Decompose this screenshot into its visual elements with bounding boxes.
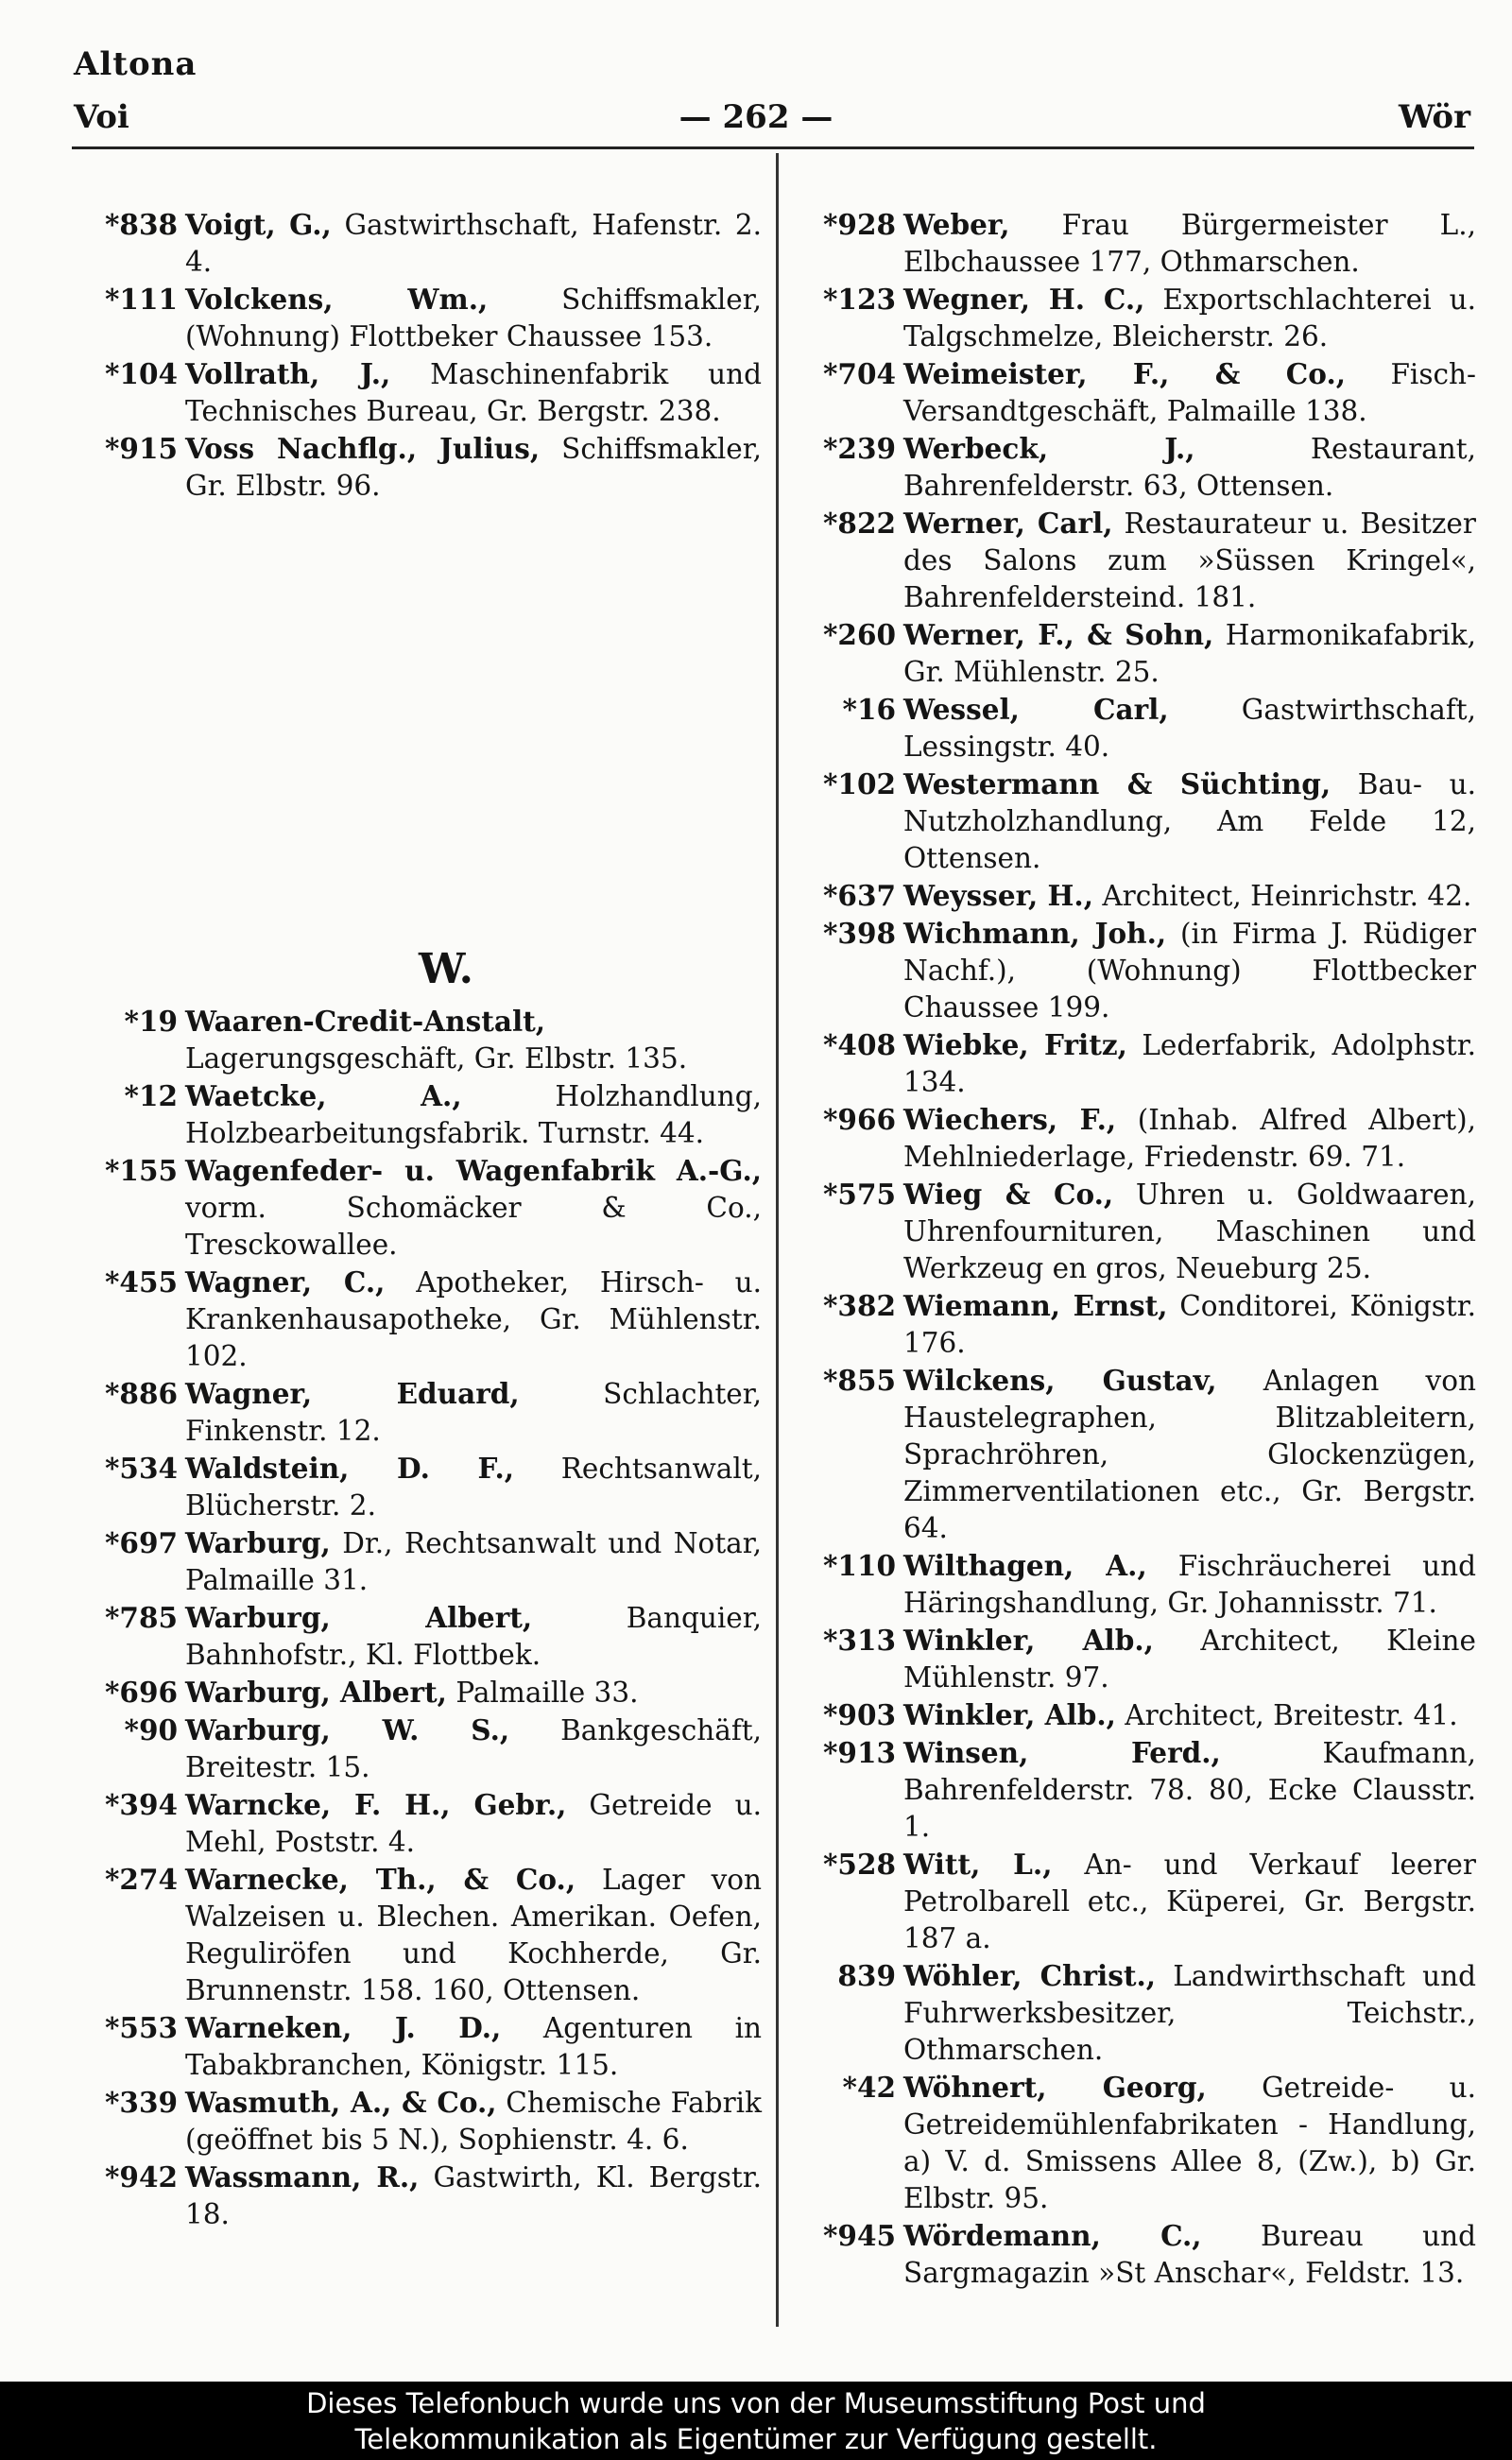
- entry-name: Westermann & Süchting,: [903, 767, 1332, 800]
- entry-text: [185, 1861, 762, 2009]
- entry-details: Fisch-Versandtgeschäft, Palmaille 138.: [903, 358, 1476, 427]
- blank-space: [74, 505, 762, 941]
- entry-name: Witt, L.,: [903, 1848, 1053, 1881]
- phone-number: 839: [837, 1959, 896, 1992]
- entry-text: [903, 281, 1476, 355]
- entry-details: An- und Verkauf leerer Petrolbarell etc., Küperei, Gr. Bergstr. 187 a.: [903, 1849, 1476, 1954]
- directory-entry: [792, 1696, 1476, 1734]
- directory-entry: [74, 355, 762, 430]
- directory-entry: [792, 2069, 1476, 2217]
- entry-name: Waetcke, A.,: [185, 1079, 462, 1112]
- entry-name: Vollrath, J.,: [185, 357, 391, 390]
- phone-number: *455: [104, 1265, 178, 1299]
- directory-entry: [74, 1524, 762, 1599]
- directory-entry: [74, 2159, 762, 2233]
- phone-number: *785: [104, 1601, 178, 1634]
- entry-text: [903, 1547, 1476, 1622]
- entry-text: [903, 1622, 1476, 1696]
- entry-text: [903, 430, 1476, 505]
- entry-details: Lager von Walzeisen u. Blechen. Amerikan. Oefen, Reguliröfen und Kochherde, Gr. Brunnenstr. 158. 160, Ottensen.: [185, 1864, 762, 2006]
- entry-text: [903, 355, 1476, 430]
- entry-details: Restaurant, Bahrenfelderstr. 63, Ottensen.: [903, 433, 1476, 502]
- entry-name: Weysser, H.,: [903, 879, 1093, 912]
- entry-details: Lagerungsgeschäft, Gr. Elbstr. 135.: [185, 1042, 688, 1075]
- entry-name: Wassmann, R.,: [185, 2160, 420, 2193]
- entry-details: Schlachter, Finkenstr. 12.: [185, 1378, 762, 1447]
- entry-name: Wilthagen, A.,: [903, 1549, 1147, 1582]
- entry-name: Warburg, Albert,: [185, 1601, 533, 1634]
- entry-details: Conditorei, Königstr. 176.: [903, 1290, 1476, 1359]
- entry-name: Winsen, Ferd.,: [903, 1736, 1221, 1769]
- directory-entry: [792, 691, 1476, 766]
- directory-entry: [74, 1264, 762, 1375]
- directory-entry: [792, 2217, 1476, 2292]
- phone-number: *942: [104, 2160, 178, 2193]
- left-column: [74, 206, 762, 2233]
- phone-number: *945: [822, 2219, 896, 2252]
- directory-entry: [792, 206, 1476, 281]
- entry-text: [185, 1077, 762, 1152]
- phone-number: *886: [104, 1377, 178, 1410]
- entry-details: Gastwirthschaft, Hafenstr. 2. 4.: [185, 209, 762, 278]
- entry-name: Warncke, F. H., Gebr.,: [185, 1788, 567, 1821]
- entry-details: Architect, Breitestr. 41.: [1115, 1699, 1458, 1731]
- entry-name: Wichmann, Joh.,: [903, 917, 1167, 950]
- footer-line-2: Telekommunikation als Eigentümer zur Verfügung gestellt.: [354, 2423, 1158, 2455]
- entry-name: Wiemann, Ernst,: [903, 1289, 1168, 1322]
- entry-name: Wasmuth, A., & Co.,: [185, 2086, 497, 2119]
- entry-text: [903, 1362, 1476, 1547]
- directory-entry: [74, 1861, 762, 2009]
- entry-name: Waldstein, D. F.,: [185, 1452, 514, 1485]
- entry-name: Warnecke, Th., & Co.,: [185, 1863, 576, 1896]
- phone-number: *928: [822, 208, 896, 241]
- left-column-w-entries: [74, 1003, 762, 2233]
- directory-entry: [74, 281, 762, 355]
- directory-entry: [74, 2009, 762, 2084]
- directory-entry: [792, 616, 1476, 691]
- entry-details: Frau Bürgermeister L., Elbchaussee 177, Othmarschen.: [903, 209, 1476, 278]
- entry-details: Palmaille 33.: [446, 1677, 639, 1709]
- entry-details: (Inhab. Alfred Albert), Mehlniederlage, Friedenstr. 69. 71.: [903, 1104, 1476, 1173]
- entry-details: Chemische Fabrik (geöffnet bis 5 N.), Sophienstr. 4. 6.: [185, 2087, 762, 2156]
- directory-entry: [74, 1712, 762, 1786]
- phone-number: *12: [124, 1079, 178, 1112]
- phone-number: *553: [104, 2011, 178, 2044]
- entry-details: Kaufmann, Bahrenfelderstr. 78. 80, Ecke Clausstr. 1.: [903, 1737, 1476, 1843]
- phone-number: *704: [822, 357, 896, 390]
- directory-entry: [74, 1003, 762, 1077]
- directory-entry: [74, 206, 762, 281]
- entry-text: [185, 1003, 762, 1077]
- entry-details: Bankgeschäft, Breitestr. 15.: [185, 1714, 762, 1783]
- entry-text: [185, 206, 762, 281]
- phone-number: *123: [822, 283, 896, 316]
- entry-details: Bau- u. Nutzholzhandlung, Am Felde 12, Ottensen.: [903, 768, 1476, 874]
- entry-text: [185, 1712, 762, 1786]
- directory-entry: [792, 281, 1476, 355]
- entry-name: Werner, Carl,: [903, 507, 1113, 540]
- directory-entry: [792, 1734, 1476, 1846]
- entry-details: (in Firma J. Rüdiger Nachf.), (Wohnung) Flottbecker Chaussee 199.: [903, 918, 1477, 1024]
- entry-name: Voigt, G.,: [185, 208, 332, 241]
- phone-number: *838: [104, 208, 178, 241]
- phone-number: *528: [822, 1848, 896, 1881]
- section-letter: W.: [419, 945, 473, 993]
- entry-name: Wiebke, Fritz,: [903, 1028, 1127, 1061]
- directory-entry: [74, 1786, 762, 1861]
- directory-entry: [792, 355, 1476, 430]
- directory-entry: [792, 1846, 1476, 1957]
- entry-text: [185, 2159, 762, 2233]
- directory-entry: [792, 430, 1476, 505]
- header-rule: [72, 146, 1474, 149]
- entry-name: Wieg & Co.,: [903, 1178, 1114, 1211]
- entry-details: Uhren u. Goldwaaren, Uhrenfournituren, Maschinen und Werkzeug en gros, Neueburg 25.: [903, 1178, 1476, 1284]
- phone-number: *102: [822, 767, 896, 800]
- entry-details: Architect, Kleine Mühlenstr. 97.: [903, 1625, 1476, 1694]
- directory-entry: [74, 2084, 762, 2159]
- entry-text: [903, 505, 1476, 616]
- entry-text: [185, 1152, 762, 1264]
- entry-text: [185, 1599, 762, 1674]
- entry-details: Gastwirth, Kl. Bergstr. 18.: [185, 2161, 762, 2230]
- directory-entry: [74, 1152, 762, 1264]
- entry-name: Warburg,: [185, 1526, 331, 1559]
- entry-name: Weimeister, F., & Co.,: [903, 357, 1346, 390]
- phone-number: *966: [822, 1103, 896, 1136]
- entry-name: Wilckens, Gustav,: [903, 1364, 1217, 1397]
- entry-text: [903, 915, 1476, 1026]
- phone-number: *398: [822, 917, 896, 950]
- directory-entry: [74, 1375, 762, 1450]
- directory-entry: [792, 915, 1476, 1026]
- directory-entry: [792, 1622, 1476, 1696]
- entry-details: Anlagen von Haustelegraphen, Blitzableitern, Sprachröhren, Glockenzügen, Zimmerventilationen etc., Gr. Bergstr. 64.: [903, 1365, 1476, 1544]
- footer-notice: [0, 2382, 1512, 2460]
- entry-name: Werbeck, J.,: [903, 432, 1195, 465]
- phone-number: *903: [822, 1698, 896, 1731]
- entry-details: Bureau und Sargmagazin »St Anschar«, Feldstr. 13.: [903, 2220, 1477, 2289]
- entry-details: Landwirthschaft und Fuhrwerksbesitzer, Teichstr., Othmarschen.: [903, 1960, 1476, 2066]
- entry-name: Winkler, Alb.,: [903, 1698, 1116, 1731]
- phone-number: *90: [124, 1713, 178, 1746]
- entry-text: [185, 355, 762, 430]
- place-heading: Altona: [74, 45, 198, 83]
- phone-number: *394: [104, 1788, 178, 1821]
- entry-text: [185, 281, 762, 355]
- phone-number: *575: [822, 1178, 896, 1211]
- directory-entry: [792, 505, 1476, 616]
- entry-details: Banquier, Bahnhofstr., Kl. Flottbek.: [185, 1602, 762, 1671]
- entry-text: [903, 616, 1476, 691]
- header-left-word: Voi: [74, 98, 129, 136]
- entry-text: [903, 1026, 1476, 1101]
- directory-entry: [792, 1101, 1476, 1176]
- entry-text: [903, 1846, 1476, 1957]
- entry-name: Wagner, C.,: [185, 1265, 386, 1299]
- entry-text: [903, 1696, 1476, 1734]
- entry-text: [903, 2069, 1476, 2217]
- entry-text: [185, 2009, 762, 2084]
- footer-line-1: Dieses Telefonbuch wurde uns von der Museumsstiftung Post und: [306, 2387, 1206, 2419]
- directory-entry: [74, 1450, 762, 1524]
- phone-number: *339: [104, 2086, 178, 2119]
- entry-text: [185, 1375, 762, 1450]
- phone-number: *104: [104, 357, 178, 390]
- entry-details: Getreide u. Mehl, Poststr. 4.: [185, 1789, 762, 1858]
- column-divider: [776, 153, 779, 2327]
- entry-text: [185, 1524, 762, 1599]
- directory-entry: [74, 1674, 762, 1712]
- right-column: [792, 206, 1476, 2292]
- phone-number: *697: [104, 1526, 178, 1559]
- phone-number: *111: [104, 283, 178, 316]
- directory-entry: [792, 877, 1476, 915]
- directory-entry: [792, 1362, 1476, 1547]
- header-right-word: Wör: [1398, 98, 1470, 136]
- phone-number: *16: [842, 693, 896, 726]
- entry-name: Winkler, Alb.,: [903, 1624, 1154, 1657]
- entry-name: Wöhnert, Georg,: [903, 2071, 1207, 2104]
- entry-name: Warneken, J. D.,: [185, 2011, 502, 2044]
- directory-entry: [792, 1547, 1476, 1622]
- entry-details: Exportschlachterei u. Talgschmelze, Bleicherstr. 26.: [903, 284, 1476, 353]
- entry-name: Wagenfeder- u. Wagenfabrik A.-G.,: [185, 1154, 762, 1187]
- entry-name: Wagner, Eduard,: [185, 1377, 520, 1410]
- entry-text: [903, 1176, 1476, 1287]
- directory-entry: [792, 1026, 1476, 1101]
- entry-text: [903, 1287, 1476, 1362]
- entry-text: [903, 766, 1476, 877]
- phone-number: *637: [822, 879, 896, 912]
- entry-details: Fischräucherei und Häringshandlung, Gr. Johannisstr. 71.: [903, 1550, 1476, 1619]
- entry-details: Agenturen in Tabakbranchen, Königstr. 115.: [185, 2012, 763, 2081]
- entry-text: [903, 1101, 1476, 1176]
- entry-name: Volckens, Wm.,: [185, 283, 489, 316]
- entry-details: vorm. Schomäcker & Co., Tresckowallee.: [185, 1192, 762, 1261]
- phone-number: *534: [104, 1452, 178, 1485]
- entry-name: Warburg, Albert,: [185, 1676, 447, 1709]
- phone-number: *915: [104, 432, 178, 465]
- left-column-v-entries: [74, 206, 762, 505]
- entry-details: Apotheker, Hirsch- u. Krankenhausapotheke, Gr. Mühlenstr. 102.: [185, 1266, 763, 1372]
- entry-details: Lederfabrik, Adolphstr. 134.: [903, 1029, 1476, 1098]
- entry-text: [903, 1957, 1476, 2069]
- phone-number: *855: [822, 1364, 896, 1397]
- phone-number: *260: [822, 618, 896, 651]
- directory-entry: [792, 766, 1476, 877]
- phone-number: *313: [822, 1624, 896, 1657]
- phone-number: *382: [822, 1289, 896, 1322]
- entry-details: Architect, Heinrichstr. 42.: [1092, 880, 1472, 912]
- phone-number: *822: [822, 507, 896, 540]
- directory-entry: [74, 1077, 762, 1152]
- entry-name: Warburg, W. S.,: [185, 1713, 510, 1746]
- entry-text: [185, 430, 762, 505]
- phone-number: *19: [124, 1005, 178, 1038]
- directory-entry: [74, 430, 762, 505]
- entry-text: [903, 691, 1476, 766]
- entry-name: Waaren-Credit-Anstalt,: [185, 1005, 546, 1038]
- phone-number: *913: [822, 1736, 896, 1769]
- entry-name: Wöhler, Christ.,: [903, 1959, 1157, 1992]
- entry-details: Getreide- u. Getreidemühlenfabrikaten - Handlung, a) V. d. Smissens Allee 8, (Zw.), b) Gr. Elbstr. 95.: [903, 2072, 1476, 2214]
- entry-details: Rechtsanwalt, Blücherstr. 2.: [185, 1453, 762, 1522]
- entry-details: Schiffsmakler, Gr. Elbstr. 96.: [185, 433, 762, 502]
- entry-details: Dr., Rechtsanwalt und Notar, Palmaille 31.: [185, 1527, 762, 1596]
- phone-number: *408: [822, 1028, 896, 1061]
- directory-entry: [74, 1599, 762, 1674]
- entry-text: [185, 1786, 762, 1861]
- directory-entry: [792, 1287, 1476, 1362]
- entry-text: [903, 877, 1476, 915]
- entry-details: Gastwirthschaft, Lessingstr. 40.: [903, 694, 1476, 763]
- entry-details: Maschinenfabrik und Technisches Bureau, Gr. Bergstr. 238.: [185, 358, 762, 427]
- entry-text: [903, 1734, 1476, 1846]
- entry-name: Weber,: [903, 208, 1010, 241]
- right-column-entries: [792, 206, 1476, 2292]
- entry-text: [185, 2084, 762, 2159]
- entry-name: Wiechers, F.,: [903, 1103, 1117, 1136]
- entry-details: Holzhandlung, Holzbearbeitungsfabrik. Turnstr. 44.: [185, 1080, 762, 1149]
- phone-number: *696: [104, 1676, 178, 1709]
- entry-details: Harmonikafabrik, Gr. Mühlenstr. 25.: [903, 619, 1476, 688]
- phone-number: *110: [822, 1549, 896, 1582]
- entry-name: Voss Nachflg., Julius,: [185, 432, 541, 465]
- entry-name: Werner, F., & Sohn,: [903, 618, 1214, 651]
- directory-entry: [792, 1176, 1476, 1287]
- entry-text: [903, 206, 1476, 281]
- entry-name: Wessel, Carl,: [903, 693, 1169, 726]
- phone-number: *239: [822, 432, 896, 465]
- phone-number: *155: [104, 1154, 178, 1187]
- entry-name: Wegner, H. C.,: [903, 283, 1145, 316]
- entry-text: [185, 1264, 762, 1375]
- phone-number: *42: [842, 2071, 896, 2104]
- phone-number: *274: [104, 1863, 178, 1896]
- page-number: — 262 —: [679, 98, 833, 136]
- entry-name: Wördemann, C.,: [903, 2219, 1202, 2252]
- entry-text: [903, 2217, 1476, 2292]
- directory-entry: [792, 1957, 1476, 2069]
- entry-text: [185, 1674, 762, 1712]
- entry-details: Restaurateur u. Besitzer des Salons zum »Süssen Kringel«, Bahrenfeldersteind. 181.: [903, 507, 1476, 613]
- entry-details: Schiffsmakler, (Wohnung) Flottbeker Chaussee 153.: [185, 284, 762, 353]
- entry-text: [185, 1450, 762, 1524]
